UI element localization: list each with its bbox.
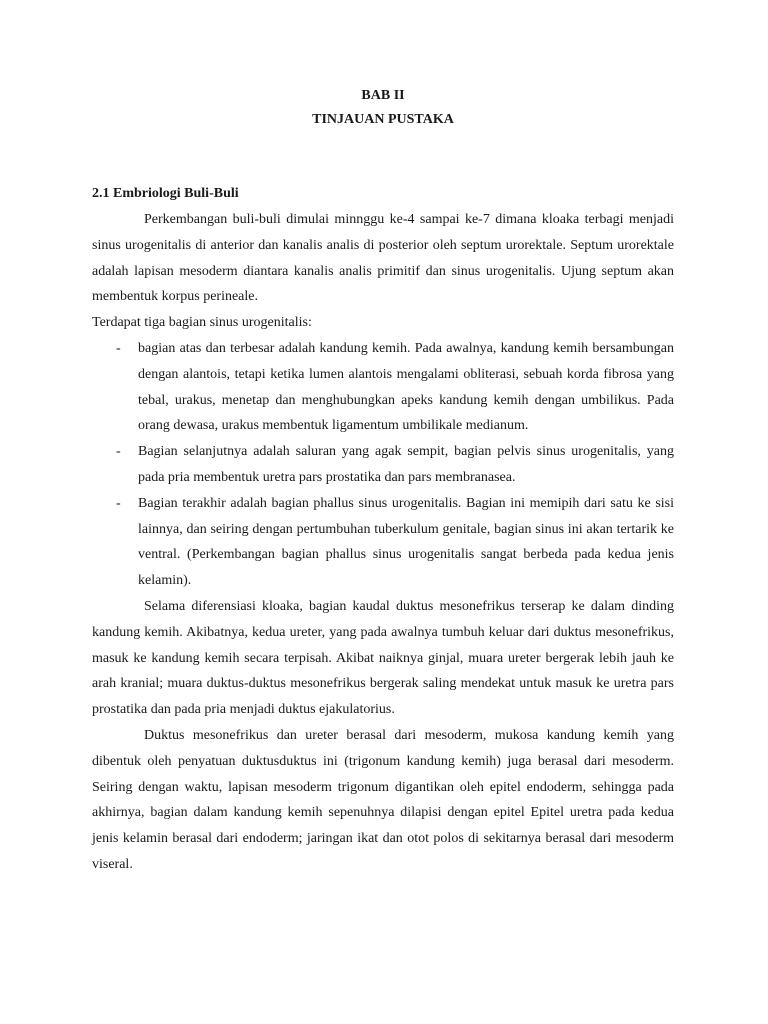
intro-paragraph: Perkembangan buli-buli dimulai minnggu ke-4 sampai ke-7 dimana kloaka terbagi menjadi sinus urogenitalis di anterior dan kanalis analis di posterior oleh septum urorektale. Septum urorektale adalah lapisan mesoderm diantara kanalis analis primitif dan sinus urogenitalis. Ujung septum akan membentuk korpus perineale. — [92, 212, 674, 305]
list-item — [92, 336, 674, 439]
list-item-text: bagian atas dan terbesar adalah kandung kemih. Pada awalnya, kandung kemih bersambungan dengan alantois, tetapi ketika lumen alantois mengalami obliterasi, sebuah korda fibrosa yang tebal, urakus, menetap dan menghubungkan apeks kandung kemih dengan umbilikus. Pada orang dewasa, urakus membentuk ligamentum umbilikale medianum. — [138, 340, 674, 434]
bullet-marker: - — [116, 444, 121, 460]
sinus-list — [92, 336, 674, 594]
paragraph-differentiation: Selama diferensiasi kloaka, bagian kaudal duktus mesonefrikus terserap ke dalam dinding kandung kemih. Akibatnya, kedua ureter, yang pada awalnya tumbuh keluar dari duktus mesonefrikus, masuk ke kandung kemih secara terpisah. Akibat naiknya ginjal, muara ureter bergerak lebih jauh ke arah kranial; muara duktus-duktus mesonefrikus bergerak saling mendekat untuk masuk ke uretra pars prostatika dan pada pria menjadi duktus ejakulatorius. — [92, 598, 674, 718]
bullet-marker: - — [116, 495, 121, 511]
chapter-subtitle: TINJAUAN PUSTAKA — [312, 112, 454, 127]
list-intro: Terdapat tiga bagian sinus urogenitalis: — [92, 315, 312, 331]
section-title: 2.1 Embriologi Buli-Buli — [92, 186, 239, 201]
list-item-text: Bagian terakhir adalah bagian phallus sinus urogenitalis. Bagian ini memipih dari satu ke sisi lainnya, dan seiring dengan pertumbuhan tuberkulum genitale, bagian sinus ini akan tertarik ke ventral. (Perkembangan bagian phallus sinus urogenitalis sangat berbeda pada kedua jenis kelamin). — [138, 495, 674, 589]
list-item-text: Bagian selanjutnya adalah saluran yang agak sempit, bagian pelvis sinus urogenitalis, yang pada pria membentuk uretra pars prostatika dan pars membranasea. — [138, 444, 674, 485]
paragraph-mesoderm: Duktus mesonefrikus dan ureter berasal dari mesoderm, mukosa kandung kemih yang dibentuk oleh penyatuan duktusduktus ini (trigonum kandung kemih) juga berasal dari mesoderm. Seiring dengan waktu, lapisan mesoderm trigonum digantikan oleh epitel endoderm, sehingga pada akhirnya, bagian dalam kandung kemih sepenuhnya dilapisi dengan epitel Epitel uretra pada kedua jenis kelamin berasal dari endoderm; jaringan ikat dan otot polos di sekitarnya berasal dari mesoderm viseral. — [92, 727, 674, 872]
bullet-marker: - — [116, 340, 121, 356]
section-embriologi — [92, 181, 674, 878]
chapter-heading — [92, 86, 674, 130]
list-item — [92, 491, 674, 594]
chapter-title: BAB II — [361, 88, 405, 103]
list-item — [92, 439, 674, 491]
